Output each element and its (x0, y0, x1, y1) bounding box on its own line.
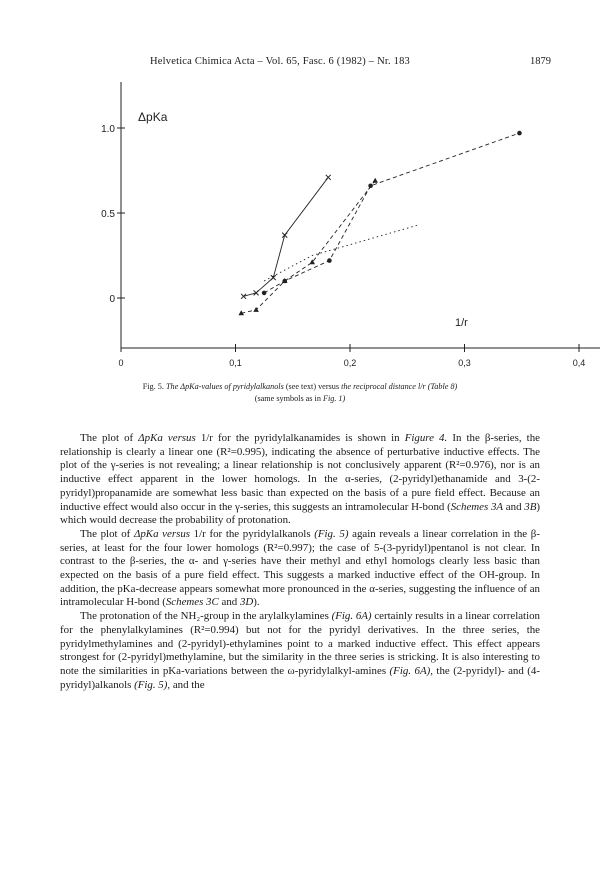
series-line-2 (241, 181, 375, 314)
x-tick-label: 0,4 (572, 358, 586, 368)
p3-run: (Fig. 5), (134, 678, 171, 691)
data-point-dot (517, 131, 522, 136)
p1-run: Figure 4. (404, 432, 448, 444)
p2-run: (Fig. 5) (314, 527, 349, 540)
figure-caption (70, 381, 530, 405)
p1-run: and (503, 500, 525, 513)
p2-run: 3D (239, 596, 254, 609)
running-head-title: Helvetica Chimica Acta – Vol. 65, Fasc. 6 (1982) – Nr. 183 (150, 56, 410, 67)
p1-run: The plot of (80, 432, 139, 444)
paragraph-3 (60, 610, 540, 692)
p2-run: ). (253, 596, 260, 609)
p2-run: ΔpKa versus (133, 527, 191, 540)
caption-label: Fig. 5. (142, 382, 164, 391)
caption-line2-italic: Fig. 1) (322, 394, 346, 403)
x-tick-label: 0 (118, 358, 124, 368)
body-text (60, 432, 540, 692)
data-point-cross (241, 294, 246, 299)
data-point-cross (282, 233, 287, 238)
data-point-dot (262, 291, 267, 296)
x-tick-label: 0,1 (229, 358, 242, 368)
p2-run: and (218, 596, 240, 609)
p2-run: again reveals a linear correlation in the β-series, at least for the four lower homologs (R²=0.997); the case of 5-(3-pyridyl)pentanol is not clear. In contrast to the β-series, the α- and γ-series have their methyl and ethyl homologs clearly less basic than expected on the basis of a pure field effect. This suggests a marked inductive effect of the OH-group. In addition, the pKa-decrease appears somewhat more pronounced in the α-series, suggesting the influence of an intramolecular H-bond ( (60, 527, 540, 609)
p2-run: Schemes 3C (165, 596, 219, 609)
data-point-triangle (253, 307, 259, 312)
p1-run: ΔpKa versus (138, 432, 196, 444)
y-tick-label: 1.0 (101, 124, 115, 135)
figure-5-chart (0, 0, 600, 380)
y-axis-label: ΔpKa (138, 110, 168, 124)
p1-run: Schemes 3A (450, 500, 504, 513)
y-tick-label: 0.5 (101, 209, 115, 220)
x-tick-label: 0,2 (343, 358, 357, 368)
series-line-4 (264, 225, 419, 281)
caption-normal-1: (see text) versus (285, 382, 340, 391)
data-point-cross (271, 275, 276, 280)
paragraph-2 (60, 528, 540, 610)
data-point-cross (326, 175, 331, 180)
p3-run: The protonation of the NH₂-group in the arylalkylamines (80, 610, 332, 623)
caption-line2-text: (same symbols as in (254, 394, 321, 403)
page-number: 1879 (530, 56, 551, 67)
p3-run: (Fig. 6A) (331, 610, 372, 623)
y-tick-label: 0 (109, 294, 115, 305)
p1-run: 3B (524, 500, 537, 513)
p1-run: In the β-series, the relationship is clearly a linear one (R²=0.995), indicating the absence of perturbative inductive effects. The plot of the γ-series is not revealing; a linear relationship is not conclusively apparent (R²=0.976), nor is an inductive effect apparent in the lower homologs. In the α-series, (2-pyridyl)ethanamide and 3-(2-pyridyl)propanamide are somewhat less basic than expected on the basis of a pure field effect. Because an inductive effect would also occur in the γ-series, this suggests an intramolecular H-bond ( (60, 432, 540, 513)
p3-run: the (2-pyridyl)- and (4-pyridyl)alkanols (60, 664, 540, 691)
p1-run: 1/r for the pyridylalkanamides is shown in (195, 432, 405, 444)
p2-run: The plot of (80, 527, 134, 540)
x-axis-label: 1/r (455, 317, 468, 329)
p3-run: and the (170, 678, 205, 691)
x-tick-label: 0,3 (458, 358, 471, 368)
caption-line-1 (70, 381, 530, 393)
data-point-dot (327, 258, 332, 263)
p3-run: (Fig. 6A), (389, 664, 433, 677)
data-point-triangle (372, 178, 378, 183)
caption-italic-1: The ΔpKa-values of pyridylalkanols (165, 382, 284, 391)
data-point-dot (368, 184, 373, 189)
data-point-cross (254, 290, 259, 295)
p1-run: ) which would decrease the probability of protonation. (60, 500, 541, 527)
caption-line-2 (70, 393, 530, 405)
p2-run: 1/r for the pyridylalkanols (190, 527, 315, 540)
p3-run: certainly results in a linear correlation for the phenylalkylamines (R²=0.994) but not for the pyridyl derivatives. In the three series, the pyridylmethylamines and (2-pyridyl)-ethylamines point to a marked inductive effect. This effect appears strongest for (2-pyridyl)methylamine, but the similarity in the three series is stricking. It is also interesting to note the similarities in pKa-variations between the ω-pyridylalkyl-amines (60, 610, 541, 677)
caption-italic-2: the reciprocal distance l/r (Table 8) (341, 382, 458, 391)
paragraph-1 (60, 432, 540, 528)
